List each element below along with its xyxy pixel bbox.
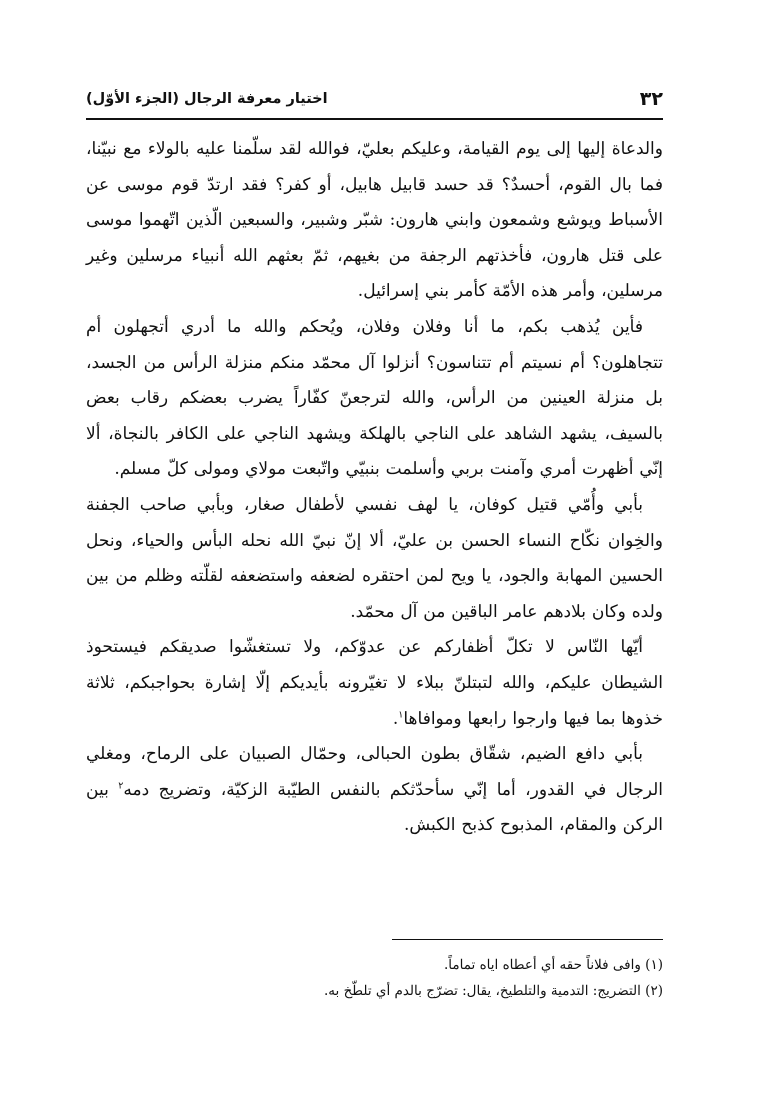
paragraph-2-text: فأين يُذهب بكم، ما أنا وفلان وفلان، ويُحكم والله ما أدري أتجهلون أم تتجاهلون؟ أم نسيتم أم تتناسون؟ أنزلوا آل محمّد منكم منزلة الرأس من الجسد، بل منزلة العينين من الرأس، والله لترجعنّ كفّاراً يضرب بعضكم رقاب بعض بالسيف، يشهد الشاهد على الناجي بالهلكة ويشهد الناجي على الكافر بالنجاة، ألا إنّي أظهرت أمري وآمنت بربي وأسلمت بنبيّي واتّبعت مولاي ومولى كلّ مسلم. [86, 316, 663, 480]
header-rule [86, 118, 663, 120]
paragraph-1 [86, 132, 663, 310]
page-number: ٣٢ [639, 88, 663, 110]
footnote-1: (١) وافى فلاناً حقه أي أعطاه اياه تماماً. [443, 957, 663, 973]
footnotes [86, 952, 663, 1004]
paragraph-5-text: بأبي دافع الضيم، شقّاق بطون الحبالى، وحمّال الصبيان على الرماح، ومغلي الرجال في القدور، أما إنّي سأحدّثكم بالنفس الطيّبة الزكيّة، وتضريج دمه [86, 744, 663, 800]
paragraph-4: أيّها النّاس لا تكلّ أظفاركم عن عدوّكم، ولا تستغشّوا صديقكم فيستحوذ الشيطان عليكم، والله لتبتلنّ ببلاء لا تغيّرونه بأيديكم إلّا إشارة بحواجبكم، ثلاثة خذوها بما فيها وارجوا رابعها وموافاها$^١$. [86, 637, 663, 729]
paragraph-3-text: بأبي وأُمّي قتيل كوفان، يا لهف نفسي لأطفال صغار، وبأبي صاحب الجفنة والخِوان نكّاح النساء الحسن بن عليّ، ألا إنّ نبيّ الله نحله البأس والحياء، ونحل الحسين المهابة والجود، يا ويح لمن احتقره لضعفه واستضعفه لقلّته وظلم من بين ولده وكان بلادهم عامر الباقين من آل محمّد. [86, 494, 663, 622]
body-text [86, 132, 663, 844]
paragraph-4-text: أيّها النّاس لا تكلّ أظفاركم عن عدوّكم، ولا تستغشّوا صديقكم فيستحوذ الشيطان عليكم، والله لتبتلنّ ببلاء لا تغيّرونه بأيديكم إلّا إشارة بحواجبكم، ثلاثة خذوها بما فيها وارجوا رابعها وموافاها [86, 637, 663, 729]
paragraph-5-text-after: بين الركن والمقام، المذبوح كذبح الكبش. [86, 779, 663, 836]
footnote-2: (٢) التضريج: التدمية والتلطيخ، يقال: تضرّج بالدم أي تلطّخ به. [324, 983, 663, 999]
footnote-ref-1: ١ [398, 708, 404, 720]
running-title: اختيار معرفة الرجال (الجزء الأوّل) [86, 91, 328, 107]
footnote-separator [392, 939, 663, 940]
footnote-ref-2: ٢ [118, 780, 124, 792]
paragraph-2 [86, 310, 663, 488]
paragraph-1-text: والدعاة إليها إلى يوم القيامة، وعليكم بعليّ، فوالله لقد سلّمنا عليه بالولاء مع نبيّنا، فما بال القوم، أحسدٌ؟ قد حسد قابيل هابيل، أو كفر؟ فقد ارتدّ قوم موسى عن الأسباط ويوشع وشمعون وابني هارون: شبّر وشبير، والسبعين الّذين اتّهموا موسى على قتل هارون، فأخذتهم الرجفة من بغيهم، ثمّ بعثهم الله أنبياء مرسلين وغير مرسلين، وأمر هذه الأمّة كأمر بني إسرائيل. [86, 139, 663, 302]
paragraph-5 [86, 737, 663, 844]
page-header [86, 82, 663, 116]
paragraph-3 [86, 488, 663, 630]
